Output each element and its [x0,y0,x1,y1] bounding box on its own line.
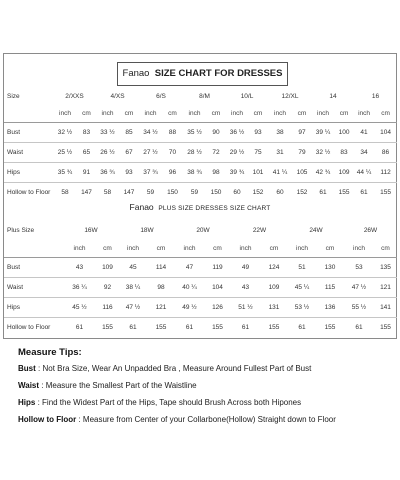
unit-label: cm [381,245,390,252]
cell: 105 [296,169,308,176]
tip-term: Hollow to Floor [18,415,77,424]
cell: 38 ¾ [187,169,202,176]
unit-label: cm [253,110,263,117]
cell: 98 [212,169,220,176]
cell: 85 [125,129,133,136]
unit-label: inch [358,110,370,117]
cell: 130 [324,264,336,271]
cell: 135 [380,264,391,271]
cell: 47 ½ [125,304,141,311]
cell: 70 [168,149,177,156]
plus-size-header-label: Plus Size [7,227,35,234]
unit-label: cm [297,110,307,117]
cell: 47 ½ [351,284,367,291]
brand-name: Fanao [129,202,154,212]
cell: 29 ½ [229,149,245,156]
unit-spacer [4,240,63,258]
size-header: 16W [84,227,98,234]
cell: 51 ½ [238,304,253,311]
cell: 55 ½ [351,304,367,311]
cell: 155 [102,324,113,331]
size-header: 14 [329,93,337,100]
size-header: 10/L [240,93,254,100]
measure-tips [18,347,388,432]
unit-label: cm [325,245,335,252]
dresses-chart-title [117,62,288,86]
size-header: 12/XL [281,93,299,100]
cell: 25 ½ [57,149,73,156]
row-label: Waist [7,149,24,156]
tip-term: Hips [18,398,36,407]
plus-size-chart-title [0,202,400,212]
cell: 83 [82,129,91,136]
cell: 75 [254,149,262,156]
cell: 28 ½ [187,149,202,156]
cell: 90 [212,129,220,136]
tip-text: : Measure from Center of your Collarbone(Hollow) Straight down to Floor [78,415,336,424]
cell: 41 [360,129,368,136]
unit-label: cm [156,245,166,252]
cell: 42 ¾ [315,169,331,176]
cell: 101 [252,169,264,176]
size-header: 4/XS [110,93,125,100]
table-row [4,258,397,278]
cell: 32 ½ [315,149,331,156]
cell: 43 [241,284,250,291]
cell: 100 [338,129,350,136]
unit-label: inch [127,245,139,252]
cell: 155 [380,324,391,331]
unit-label: cm [339,110,349,117]
cell: 38 ¼ [125,284,141,291]
dresses-chart-title-text: SIZE CHART FOR DRESSES [154,68,283,79]
size-header: 24W [309,227,323,234]
size-header: 6/S [156,93,166,100]
unit-label: inch [274,110,286,117]
size-header: 8/M [199,93,210,100]
cell: 59 [190,189,199,196]
cell: 33 ½ [100,129,115,136]
table-row [4,298,397,318]
unit-label: cm [168,110,177,117]
cell: 147 [123,189,135,196]
cell: 36 ¼ [72,284,87,291]
row-label: Hips [7,169,21,176]
cell: 147 [81,189,92,196]
cell: 124 [268,264,280,271]
cell: 141 [380,304,391,311]
table-row [4,278,397,298]
cell: 131 [268,304,280,311]
size-header: 22W [252,227,267,234]
tip-item [18,398,388,408]
cell: 47 [185,264,194,271]
unit-label: inch [231,110,243,117]
cell: 121 [155,304,167,311]
cell: 58 [61,189,69,196]
cell: 60 [233,189,241,196]
unit-label: cm [269,245,279,252]
cell: 45 ½ [72,304,87,311]
cell: 36 ¾ [100,169,115,176]
cell: 43 [75,264,84,271]
cell: 61 [298,324,306,331]
cell: 155 [268,324,280,331]
cell: 58 [103,189,112,196]
cell: 155 [155,324,167,331]
cell: 34 ½ [143,129,158,136]
cell: 41 ¼ [272,169,288,176]
cell: 104 [212,284,223,291]
size-header-label: Size [7,93,20,100]
table-row [4,123,397,143]
tip-item [18,364,388,374]
cell: 119 [212,264,223,271]
cell: 39 ¼ [315,129,331,136]
cell: 96 [168,169,177,176]
row-label: Bust [7,129,21,136]
cell: 91 [82,169,91,176]
cell: 35 ½ [187,129,202,136]
cell: 38 [276,129,284,136]
cell: 152 [252,189,264,196]
cell: 44 ¼ [356,169,372,176]
unit-label: inch [239,245,252,252]
unit-label: inch [144,110,157,117]
cell: 39 ¾ [229,169,245,176]
cell: 49 ½ [182,304,197,311]
cell: 136 [324,304,336,311]
size-header: 20W [196,227,210,234]
unit-label: cm [213,245,222,252]
cell: 61 [360,189,368,196]
cell: 115 [324,284,336,291]
unit-label: inch [296,245,308,252]
dresses-size-table [4,88,397,202]
cell: 109 [268,284,280,291]
tip-text: : Not Bra Size, Wear An Unpadded Bra , Measure Around Fullest Part of Bust [38,364,312,373]
tip-text: : Find the Widest Part of the Hips, Tape should Brush Across both Hipones [37,398,302,407]
unit-label: inch [101,110,114,117]
cell: 67 [125,149,133,156]
unit-label: inch [183,245,196,252]
cell: 112 [380,169,391,176]
size-header: 18W [140,227,154,234]
measure-tips-heading: Measure Tips: [18,347,82,358]
cell: 155 [380,189,391,196]
cell: 45 ¼ [294,284,310,291]
cell: 61 [355,324,363,331]
cell: 35 ¾ [57,169,73,176]
tip-term: Bust [18,364,36,373]
cell: 59 [146,189,155,196]
cell: 116 [102,304,113,311]
unit-label: inch [59,110,71,117]
cell: 93 [125,169,133,176]
cell: 109 [102,264,113,271]
table-row [4,163,397,183]
cell: 86 [381,149,390,156]
cell: 61 [129,324,137,331]
unit-label: inch [188,110,201,117]
cell: 97 [298,129,306,136]
cell: 93 [254,129,262,136]
cell: 65 [82,149,91,156]
cell: 155 [338,189,350,196]
unit-label: cm [82,110,91,117]
unit-label: cm [124,110,134,117]
cell: 72 [212,149,220,156]
unit-label: cm [103,245,112,252]
cell: 83 [340,149,348,156]
cell: 121 [380,284,391,291]
cell: 27 ½ [143,149,158,156]
size-header: 26W [363,227,378,234]
cell: 34 [360,149,368,156]
cell: 45 [129,264,137,271]
plus-size-table [4,221,397,337]
row-label: Hips [7,304,21,311]
table-row [4,318,397,338]
unit-label: inch [73,245,86,252]
cell: 79 [298,149,306,156]
unit-label: inch [317,110,329,117]
cell: 92 [103,284,112,291]
cell: 150 [167,189,178,196]
row-label: Hollow to Floor [7,189,51,196]
cell: 61 [319,189,327,196]
row-label: Bust [7,264,21,271]
row-label: Waist [7,284,24,291]
tip-text: : Measure the Smallest Part of the Waistline [41,381,197,390]
cell: 53 ½ [294,304,310,311]
table-row [4,143,397,163]
cell: 152 [296,189,308,196]
cell: 109 [338,169,350,176]
cell: 53 [355,264,363,271]
unit-label: inch [353,245,365,252]
unit-label: cm [211,110,221,117]
cell: 31 [276,149,284,156]
row-label: Hollow to Floor [7,324,51,331]
cell: 32 ½ [57,129,73,136]
cell: 26 ½ [100,149,115,156]
brand-name: Fanao [122,68,150,79]
size-header: 2/XXS [65,93,84,100]
cell: 61 [185,324,194,331]
tip-term: Waist [18,381,40,390]
cell: 49 [241,264,250,271]
unit-label: cm [381,110,390,117]
cell: 51 [298,264,306,271]
plus-size-chart-title-text: PLUS SIZE DRESSES SIZE CHART [158,205,271,212]
cell: 37 ¾ [143,169,158,176]
cell: 40 ¼ [182,284,197,291]
cell: 155 [324,324,336,331]
size-header: 16 [371,93,380,100]
cell: 104 [380,129,391,136]
tip-item [18,415,388,425]
cell: 60 [276,189,284,196]
cell: 155 [212,324,223,331]
cell: 114 [155,264,167,271]
cell: 126 [212,304,223,311]
cell: 98 [157,284,165,291]
cell: 61 [75,324,84,331]
cell: 61 [241,324,250,331]
cell: 150 [210,189,222,196]
table-row [4,183,397,203]
unit-spacer [4,105,53,123]
tip-item [18,381,388,391]
cell: 88 [168,129,177,136]
cell: 36 ½ [229,129,245,136]
